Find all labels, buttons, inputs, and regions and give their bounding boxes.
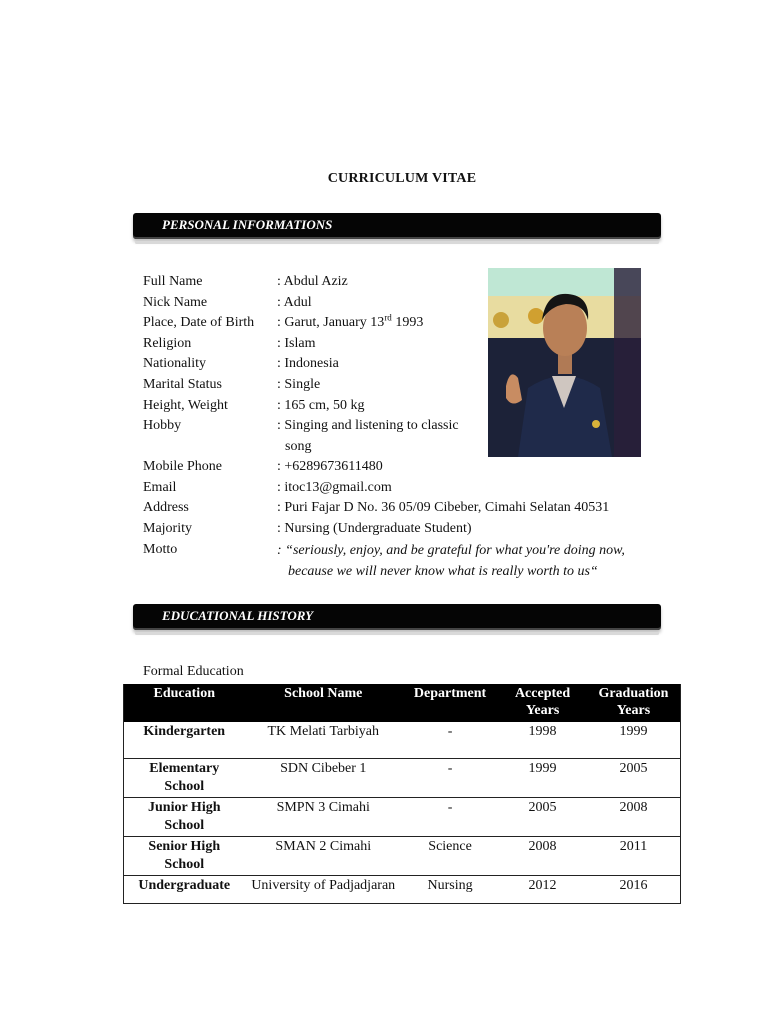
info-label: Mobile Phone (143, 459, 222, 475)
motto-line-1: : “seriously, enjoy, and be grateful for what you're doing now, (277, 542, 625, 558)
education-level (124, 876, 245, 904)
col-education: Education (124, 684, 245, 722)
hobby-line-2: song (285, 438, 312, 454)
accepted-line-2: Years (525, 703, 560, 718)
info-value: : +6289673611480 (277, 459, 383, 475)
level-line-2: School (164, 857, 205, 872)
department: - (402, 759, 498, 798)
department: - (402, 722, 498, 759)
info-label: Nick Name (143, 294, 208, 310)
school-name: SMAN 2 Cimahi (245, 837, 402, 876)
info-label: Motto (143, 541, 178, 557)
graduation-year: 2011 (587, 837, 681, 876)
info-label: Nationality (143, 356, 206, 372)
info-label: Majority (143, 520, 192, 536)
info-label: Address (143, 500, 189, 516)
graduation-year: 2005 (587, 759, 681, 798)
profile-photo-illustration (488, 268, 641, 457)
info-label: Place, Date of Birth (143, 315, 255, 331)
table-row (124, 722, 681, 759)
personal-info-banner (133, 213, 661, 239)
education-level (124, 798, 245, 837)
graduation-year: 2008 (587, 798, 681, 837)
motto-line-2: because we will never know what is really worth to us“ (288, 563, 598, 579)
graduation-line-1: Graduation (598, 686, 669, 701)
info-label: Hobby (143, 418, 182, 434)
graduation-line-2: Years (616, 703, 651, 718)
info-value (277, 313, 423, 334)
level-line-2: School (164, 779, 205, 794)
birth-ordinal: rd (384, 312, 392, 323)
level-line-1: Elementary (149, 761, 220, 776)
accepted-year: 2005 (498, 798, 587, 837)
department: - (402, 798, 498, 837)
info-label: Religion (143, 335, 192, 351)
document-title: CURRICULUM VITAE (327, 171, 477, 186)
info-label: Full Name (143, 274, 203, 289)
accepted-year: 2008 (498, 837, 587, 876)
info-value: : 165 cm, 50 kg (277, 397, 365, 413)
info-label: Height, Weight (143, 397, 228, 413)
level-line-1: Junior High (148, 800, 221, 815)
table-row (124, 837, 681, 876)
profile-photo (488, 268, 641, 457)
department: Science (402, 837, 498, 876)
department: Nursing (402, 876, 498, 904)
col-graduation-years (587, 684, 681, 722)
info-value (277, 540, 652, 582)
info-value: : Abdul Aziz (277, 274, 348, 289)
table-row (124, 876, 681, 904)
accepted-year: 1999 (498, 759, 587, 798)
info-value (277, 416, 477, 457)
level-line-1: Kindergarten (143, 724, 226, 739)
info-label: Email (143, 479, 177, 495)
level-line-1: Senior High (148, 839, 221, 854)
graduation-year: 2016 (587, 876, 681, 904)
col-accepted-years (498, 684, 587, 722)
info-value: : itoc13@gmail.com (277, 479, 392, 495)
info-value: : Islam (277, 335, 316, 351)
education-banner (133, 604, 661, 630)
table-row (124, 759, 681, 798)
info-value: : Nursing (Undergraduate Student) (277, 520, 472, 536)
school-name: SMPN 3 Cimahi (245, 798, 402, 837)
accepted-year: 2012 (498, 876, 587, 904)
education-level (124, 722, 245, 759)
education-heading: EDUCATIONAL HISTORY (162, 608, 314, 623)
education-level (124, 837, 245, 876)
graduation-year: 1999 (587, 722, 681, 759)
accepted-year: 1998 (498, 722, 587, 759)
info-value: : Puri Fajar D No. 36 05/09 Cibeber, Cimahi Selatan 40531 (277, 500, 610, 516)
school-name: University of Padjadjaran (245, 876, 402, 904)
level-line-2: School (164, 818, 205, 833)
hobby-line-1: : Singing and listening to classic (277, 418, 459, 434)
info-value: : Indonesia (277, 356, 339, 372)
personal-info-heading: PERSONAL INFORMATIONS (162, 217, 333, 232)
table-header-row (124, 684, 681, 722)
birth-year: 1993 (391, 315, 424, 331)
info-label: Marital Status (143, 376, 222, 392)
level-line-1: Undergraduate (138, 878, 231, 893)
info-value: : Adul (277, 294, 312, 310)
birth-text: : Garut, January 13 (277, 315, 385, 331)
school-name: TK Melati Tarbiyah (245, 722, 402, 759)
accepted-line-1: Accepted (514, 686, 571, 701)
col-school-name: School Name (245, 684, 402, 722)
education-table (123, 684, 681, 904)
table-row (124, 798, 681, 837)
formal-education-label: Formal Education (143, 664, 244, 679)
info-value: : Single (277, 376, 321, 392)
education-level (124, 759, 245, 798)
school-name: SDN Cibeber 1 (245, 759, 402, 798)
col-department: Department (402, 684, 498, 722)
